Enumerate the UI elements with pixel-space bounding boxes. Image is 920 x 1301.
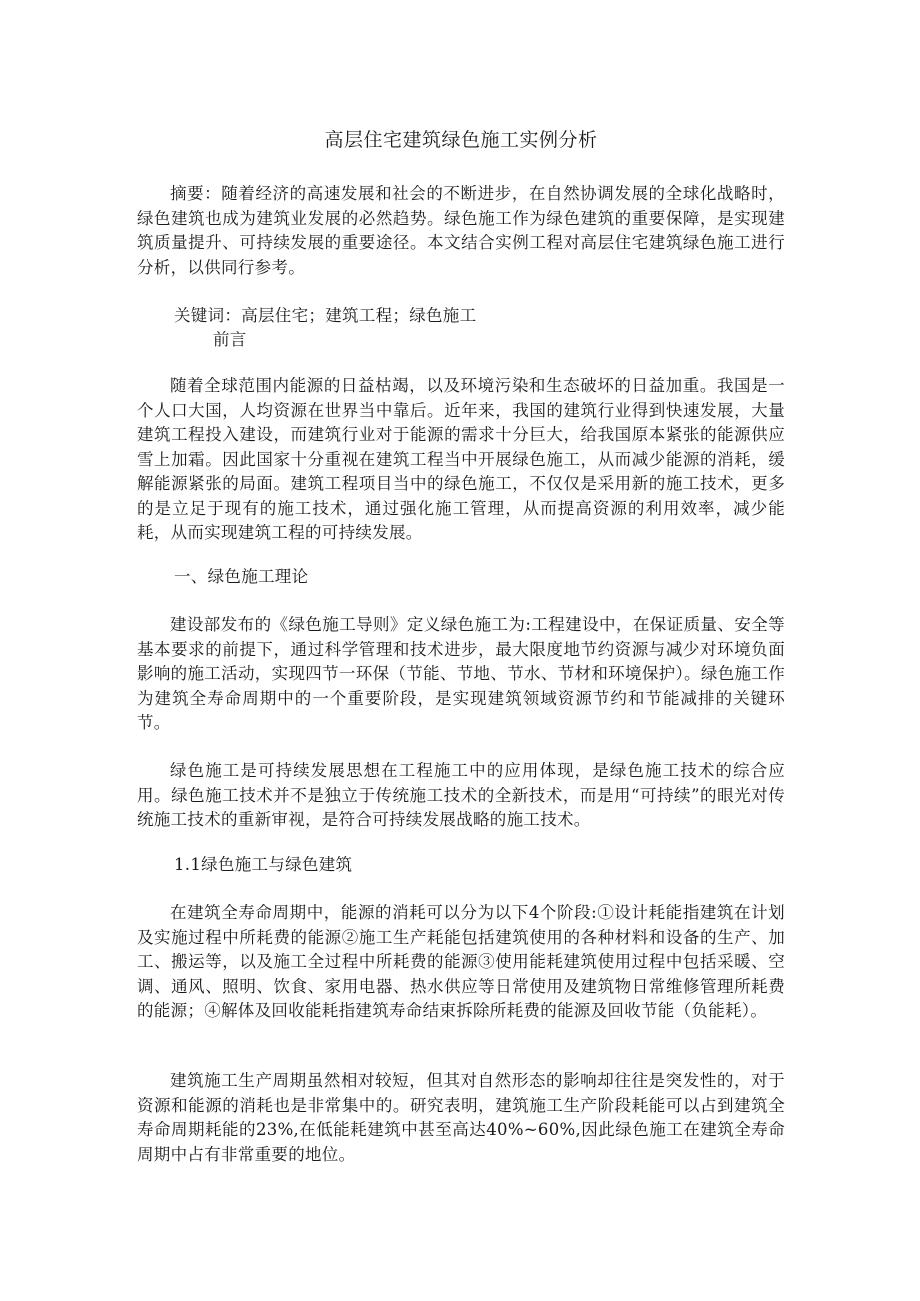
section-1-1-heading: 1.1绿色施工与绿色建筑 [174, 855, 353, 874]
abstract-paragraph: 摘要：随着经济的高速发展和社会的不断进步，在自然协调发展的全球化战略时，绿色建筑也成为建筑业发展的必然趋势。绿色施工作为绿色建筑的重要保障，是实现建筑质量提升、可持续发展的重要途径。本文结合实例工程对高层住宅建筑绿色施工进行分析，以供同行参考。 [137, 184, 785, 277]
section-1-paragraph-1: 建设部发布的《绿色施工导则》定义绿色施工为:工程建设中，在保证质量、安全等基本要求的前提下，通过科学管理和技术进步，最大限度地节约资源与减少对环境负面影响的施工活动，实现四节一环保（节能、节地、节水、节材和环境保护）。绿色施工作为建筑全寿命周期中的一个重要阶段，是实现建筑领域资源节约和节能减排的关键环节。 [137, 615, 785, 732]
document-title: 高层住宅建筑绿色施工实例分析 [324, 129, 598, 151]
preface-heading: 前言 [213, 330, 247, 349]
section-1-1-paragraph-1: 在建筑全寿命周期中，能源的消耗可以分为以下4个阶段:①设计耗能指建筑在计划及实施过程中所耗费的能源②施工生产耗能包括建筑使用的各种材料和设备的生产、加工、搬运等，以及施工全过程中所耗费的能源③使用能耗建筑使用过程中包括采暖、空调、通风、照明、饮食、家用电器、热水供应等日常使用及建筑物日常维修管理所耗费的能源；④解体及回收能耗指建筑寿命结束拆除所耗费的能源及回收节能（负能耗）。 [137, 903, 785, 1020]
section-1-heading: 一、绿色施工理论 [174, 567, 309, 586]
section-1-paragraph-2: 绿色施工是可持续发展思想在工程施工中的应用体现，是绿色施工技术的综合应用。绿色施工技术并不是独立于传统施工技术的全新技术，而是用“可持续”的眼光对传统施工技术的重新审视，是符合可持续发展战略的施工技术。 [137, 761, 785, 829]
section-1-1-paragraph-2: 建筑施工生产周期虽然相对较短，但其对自然形态的影响却往往是突发性的，对于资源和能源的消耗也是非常集中的。研究表明，建筑施工生产阶段耗能可以占到建筑全寿命周期耗能的23%,在低能耗建筑中甚至高达40%~60%,因此绿色施工在建筑全寿命周期中占有非常重要的地位。 [137, 1071, 785, 1164]
preface-paragraph: 随着全球范围内能源的日益枯竭，以及环境污染和生态破坏的日益加重。我国是一个人口大国，人均资源在世界当中靠后。近年来，我国的建筑行业得到快速发展，大量建筑工程投入建设，而建筑行业对于能源的需求十分巨大，给我国原本紧张的能源供应雪上加霜。因此国家十分重视在建筑工程当中开展绿色施工，从而减少能源的消耗，缓解能源紧张的局面。建筑工程项目当中的绿色施工，不仅仅是采用新的施工技术，更多的是立足于现有的施工技术，通过强化施工管理，从而提高资源的利用效率，减少能耗，从而实现建筑工程的可持续发展。 [137, 376, 785, 542]
keywords-line: 关键词：高层住宅；建筑工程；绿色施工 [174, 306, 477, 325]
